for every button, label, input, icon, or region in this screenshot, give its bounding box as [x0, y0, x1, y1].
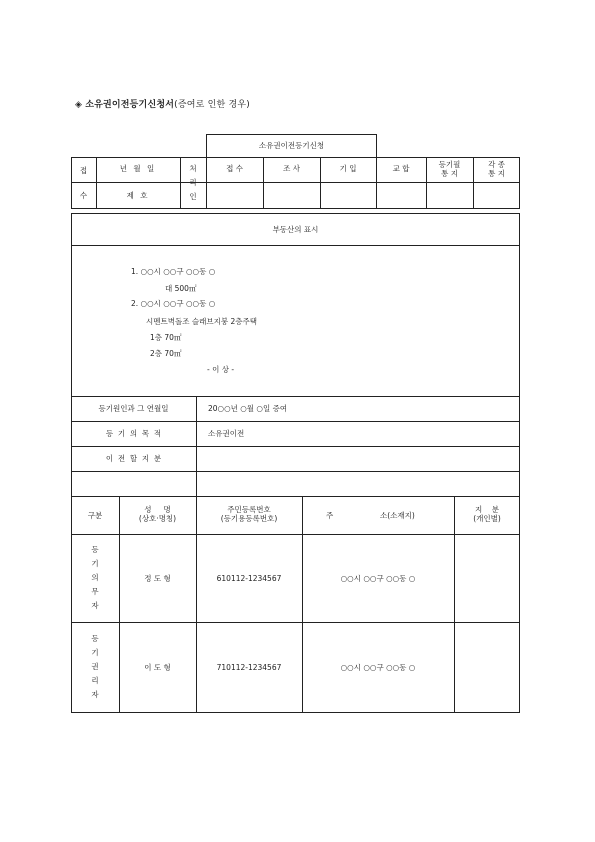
- parties-col-gubun: 구분: [87, 511, 103, 520]
- row-share-label: 이 전 할 지 분: [105, 454, 162, 463]
- receipt-header: 소유권이전등기신청: [258, 141, 325, 150]
- main-table: [71, 213, 520, 713]
- property-line-5: 1층 70㎡: [150, 333, 182, 342]
- party-rightholder-name: 이 도 형: [144, 663, 171, 672]
- property-line-1: 1. ○○시 ○○구 ○○동 ○: [131, 267, 216, 276]
- property-line-6: 2층 70㎡: [150, 349, 182, 358]
- party-rightholder-regno: 710112-1234567: [216, 663, 282, 672]
- party-rightholder-role: 등 기 권 리 자: [91, 634, 99, 699]
- parties-col-share: 지 분 (개인별): [473, 505, 501, 523]
- parties-col-regno: 주민등록번호 (등기용등록번호): [220, 505, 278, 523]
- row-purpose-value: 소유권이전: [208, 429, 245, 438]
- property-end-mark: - 이 상 -: [207, 365, 235, 374]
- property-header: 부동산의 표시: [272, 225, 319, 234]
- receipt-col-giip: 기 입: [339, 164, 357, 173]
- title-main: 소유권이전등기신청서: [85, 100, 175, 110]
- receipt-col-josa: 조 사: [283, 164, 300, 173]
- party-obligor-address: ○○시 ○○구 ○○동 ○: [340, 574, 416, 583]
- row-cause-label: 등기원인과 그 연월일: [98, 404, 169, 413]
- diamond-bullet-icon: ◈: [75, 100, 83, 110]
- party-obligor-regno: 610112-1234567: [216, 574, 282, 583]
- property-line-4: 시멘트벽돌조 슬래브지붕 2층주택: [146, 317, 257, 326]
- receipt-col-jeopsu: 접 수: [226, 164, 243, 173]
- party-obligor-name: 정 도 형: [144, 574, 171, 583]
- receipt-col-various-notice: 각 종 통 지: [488, 160, 505, 178]
- receipt-col-registration-notice: 등기필 통 지: [438, 160, 461, 178]
- receipt-date-label: 년 월 일: [119, 164, 157, 173]
- parties-col-name: 성 명 (상호·명칭): [138, 505, 177, 523]
- receipt-number-label: 제 호: [126, 191, 150, 200]
- parties-col-addr-a: 주: [326, 511, 334, 520]
- receipt-label-su: 수: [79, 191, 88, 200]
- document-title: [75, 97, 250, 110]
- property-line-2: 대 500㎡: [165, 284, 197, 293]
- receipt-col-gyohap: 교 합: [392, 164, 410, 173]
- party-obligor-role: 등 기 의 무 자: [91, 545, 99, 610]
- property-line-3: 2. ○○시 ○○구 ○○동 ○: [131, 299, 216, 308]
- title-paren: (증여로 인한 경우): [174, 100, 250, 110]
- row-cause-value: 20○○년 ○월 ○일 증여: [208, 404, 288, 413]
- receipt-label-jeop: 접: [79, 166, 88, 175]
- receipt-handler-label: 처 리 인: [189, 164, 197, 201]
- row-purpose-label: 등 기 의 목 적: [105, 429, 162, 438]
- parties-col-addr-b: 소(소재지): [380, 511, 415, 520]
- party-rightholder-address: ○○시 ○○구 ○○동 ○: [340, 663, 416, 672]
